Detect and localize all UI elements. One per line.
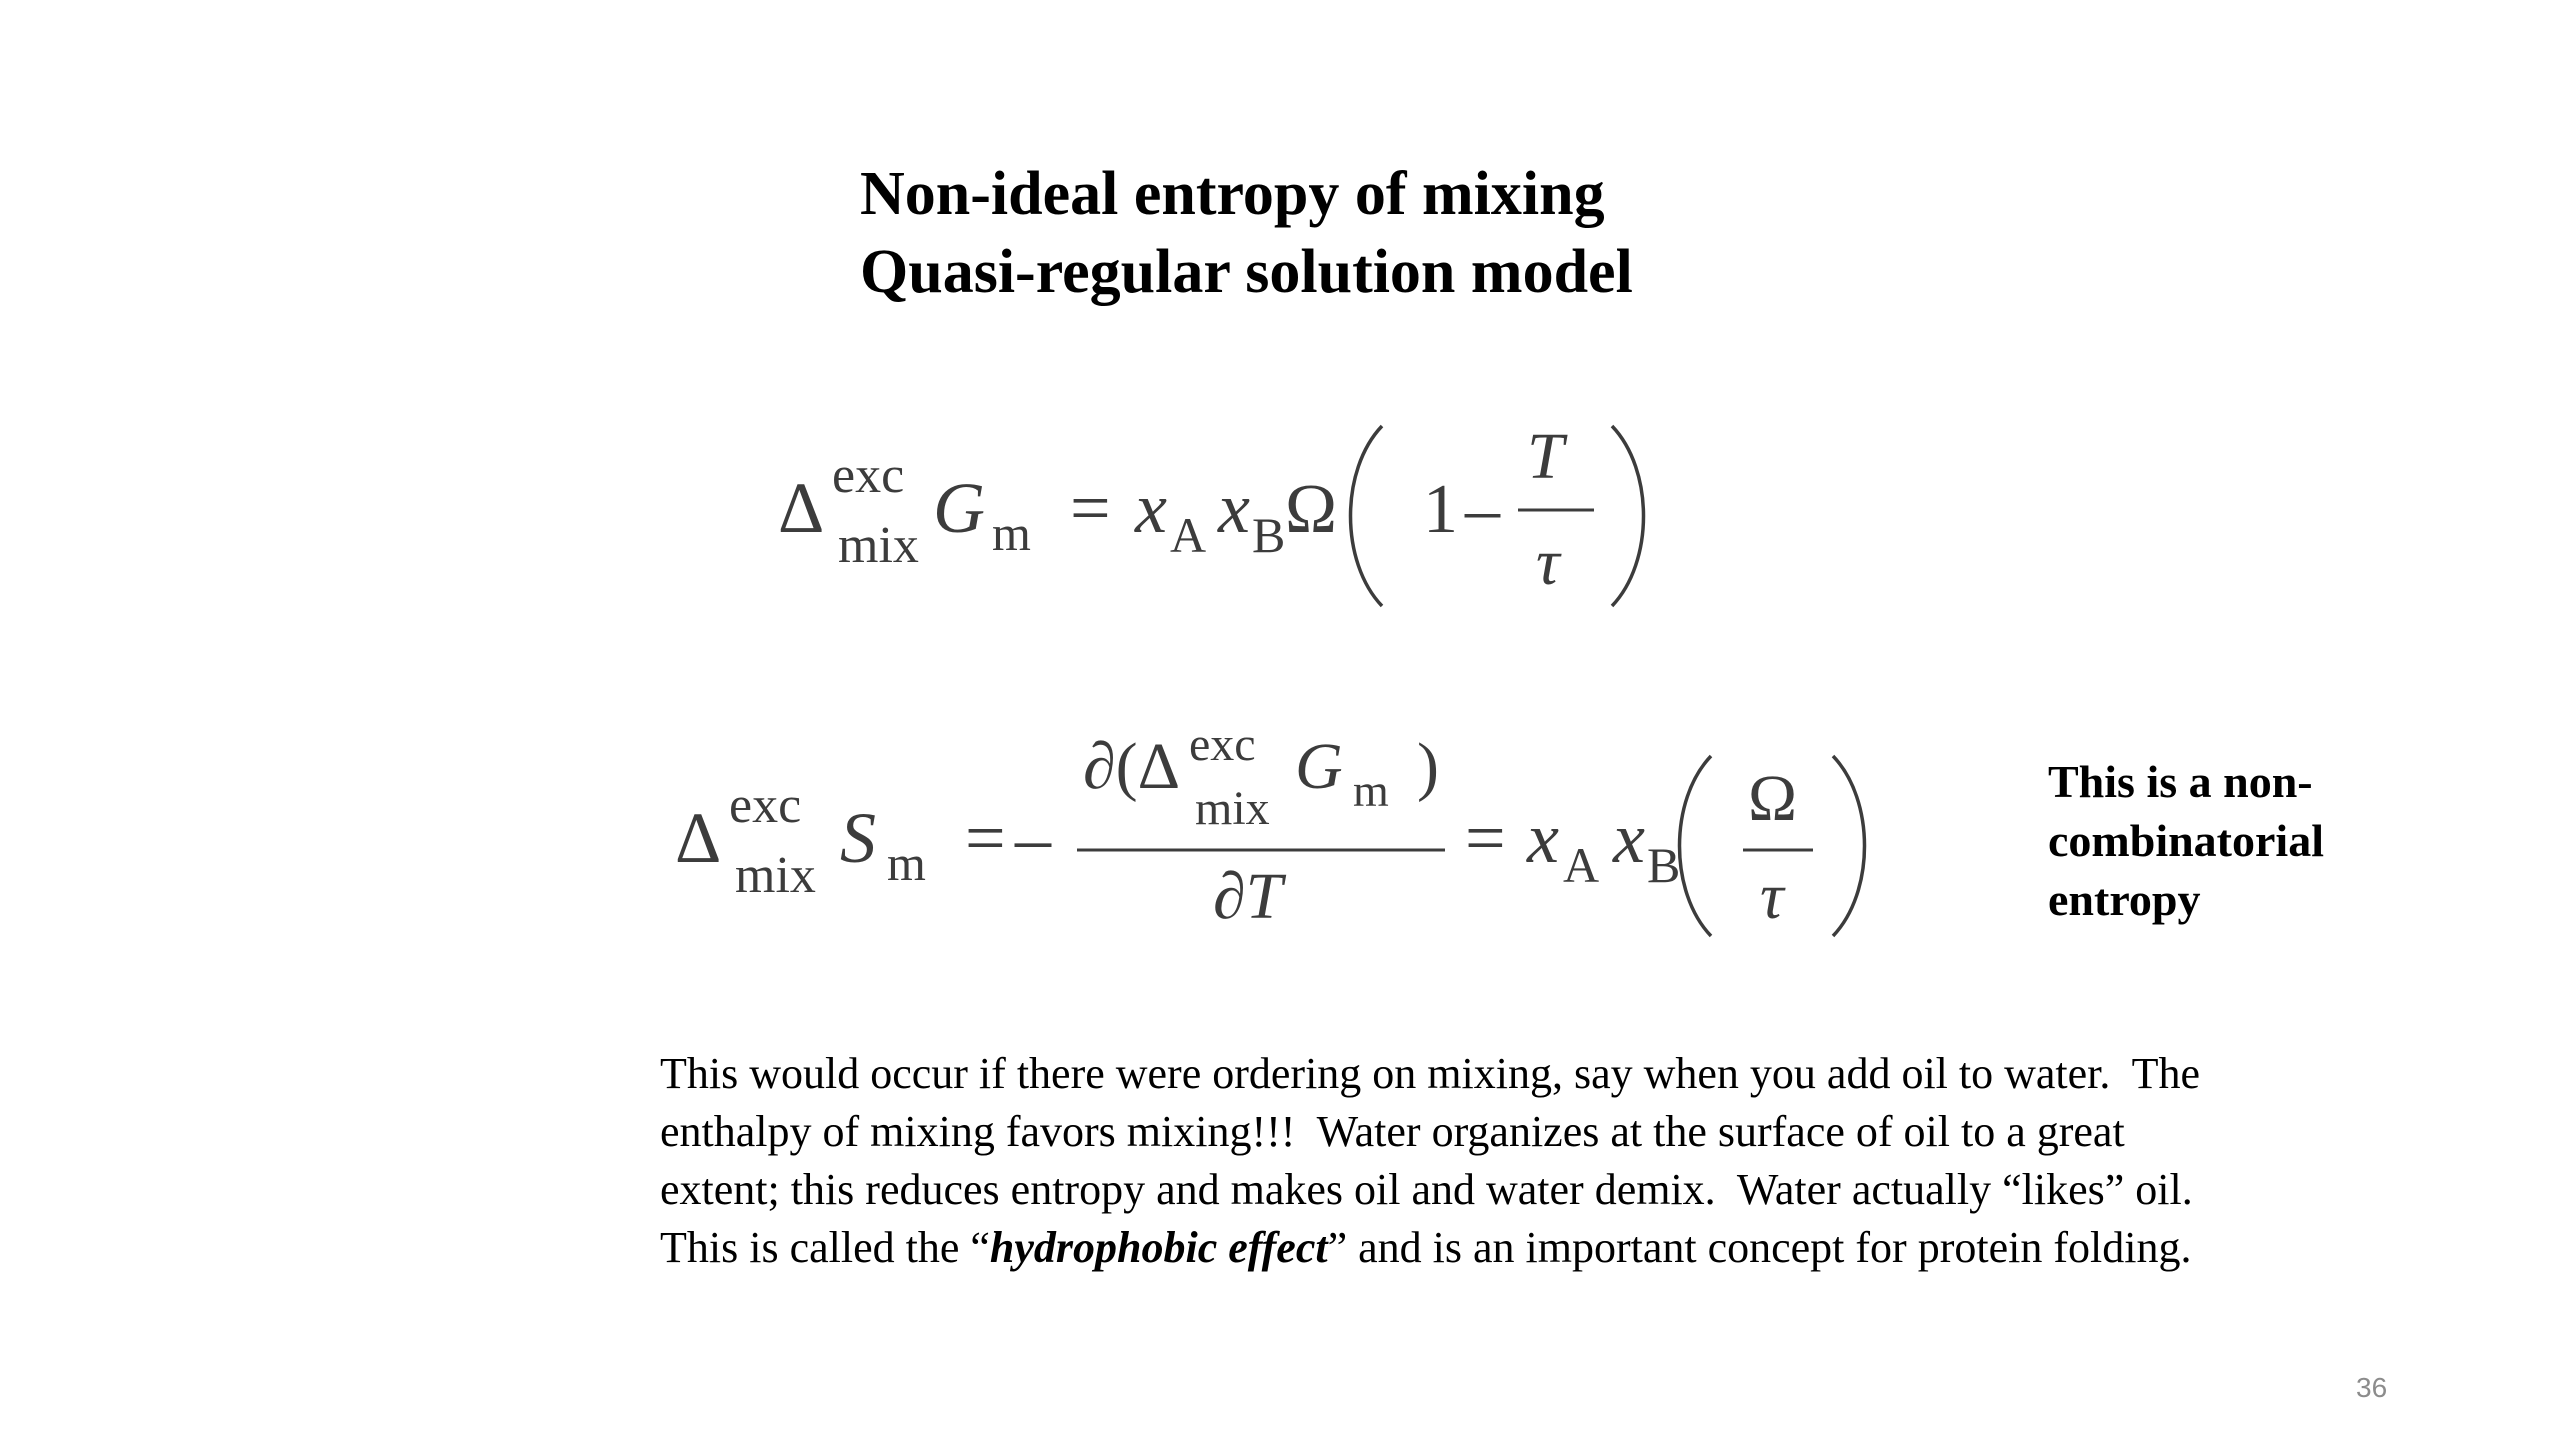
eq1-omega: Ω: [1285, 471, 1338, 548]
eq2-num-sub-mix: mix: [1195, 782, 1270, 835]
paragraph-line-3: extent; this reduces entropy and makes oil and water demix. Water actually “likes” oil.: [660, 1165, 2193, 1214]
excess-entropy-equation: [665, 720, 1885, 960]
eq2-equals-1: =: [965, 798, 1006, 878]
eq2-sub-mix: mix: [735, 847, 816, 904]
eq1-sup-exc: exc: [832, 447, 905, 504]
eq1-equals: =: [1070, 468, 1111, 548]
eq1-delta: Δ: [778, 468, 825, 548]
eq2-delta: Δ: [675, 798, 722, 878]
eq2-num-partial: ∂(Δ: [1083, 730, 1181, 803]
explanation-paragraph: [660, 1045, 2460, 1277]
side-note-line-2: combinatorial: [2048, 815, 2324, 866]
eq2-sub-m: m: [887, 835, 926, 891]
paragraph-line-4-start: This is called the “: [660, 1223, 990, 1272]
eq2-omega: Ω: [1748, 762, 1798, 835]
title-line-2: Quasi-regular solution model: [860, 238, 1633, 306]
eq2-xA: x: [1527, 798, 1559, 878]
eq2-xB: x: [1613, 798, 1645, 878]
eq2-tau: τ: [1760, 860, 1784, 933]
paragraph-line-4: [660, 1219, 2460, 1277]
eq2-sub-B: B: [1647, 837, 1681, 893]
eq2-sub-A: A: [1563, 837, 1600, 893]
eq1-tau: τ: [1536, 526, 1560, 599]
eq2-denominator: ∂T: [1213, 860, 1283, 933]
paragraph-line-2: enthalpy of mixing favors mixing!!! Water organizes at the surface of oil to a great: [660, 1107, 2125, 1156]
eq1-xB: x: [1218, 468, 1250, 548]
eq1-left-paren: [1351, 426, 1383, 606]
slide-title: [860, 155, 1633, 311]
eq2-num-sub-m: m: [1353, 765, 1389, 816]
eq1-sub-A: A: [1170, 507, 1207, 563]
eq2-num-close: ): [1417, 730, 1439, 803]
eq1-sub-m: m: [992, 505, 1031, 561]
side-note-line-3: entropy: [2048, 874, 2201, 925]
eq2-left-paren: [1680, 756, 1712, 936]
eq1-xA: x: [1135, 468, 1167, 548]
title-line-1: Non-ideal entropy of mixing: [860, 160, 1605, 228]
eq2-right-paren: [1833, 756, 1865, 936]
eq1-G: G: [933, 468, 985, 548]
eq1-one: 1: [1423, 471, 1458, 548]
eq2-num-G: G: [1295, 730, 1343, 803]
paragraph-line-1: This would occur if there were ordering on mixing, say when you add oil to water. The: [660, 1049, 2201, 1098]
eq2-sup-exc: exc: [729, 777, 802, 834]
eq1-sub-mix: mix: [838, 517, 919, 574]
eq2-S: S: [840, 798, 876, 878]
hydrophobic-effect-emphasis: hydrophobic effect: [989, 1223, 1328, 1272]
side-note: [2048, 752, 2324, 929]
excess-gibbs-equation: [770, 410, 1670, 620]
side-note-line-1: This is a non-: [2048, 756, 2313, 807]
eq1-minus: –: [1465, 471, 1500, 548]
eq1-right-paren: [1612, 426, 1644, 606]
eq1-sub-B: B: [1252, 507, 1286, 563]
eq1-T: T: [1527, 420, 1564, 493]
eq2-equals-2: =: [1465, 798, 1506, 878]
page-number: 36: [2356, 1372, 2388, 1403]
eq2-minus: –: [1015, 798, 1051, 878]
eq2-num-sup-exc: exc: [1189, 718, 1256, 771]
paragraph-line-4-end: ” and is an important concept for protein folding.: [1327, 1223, 2192, 1272]
